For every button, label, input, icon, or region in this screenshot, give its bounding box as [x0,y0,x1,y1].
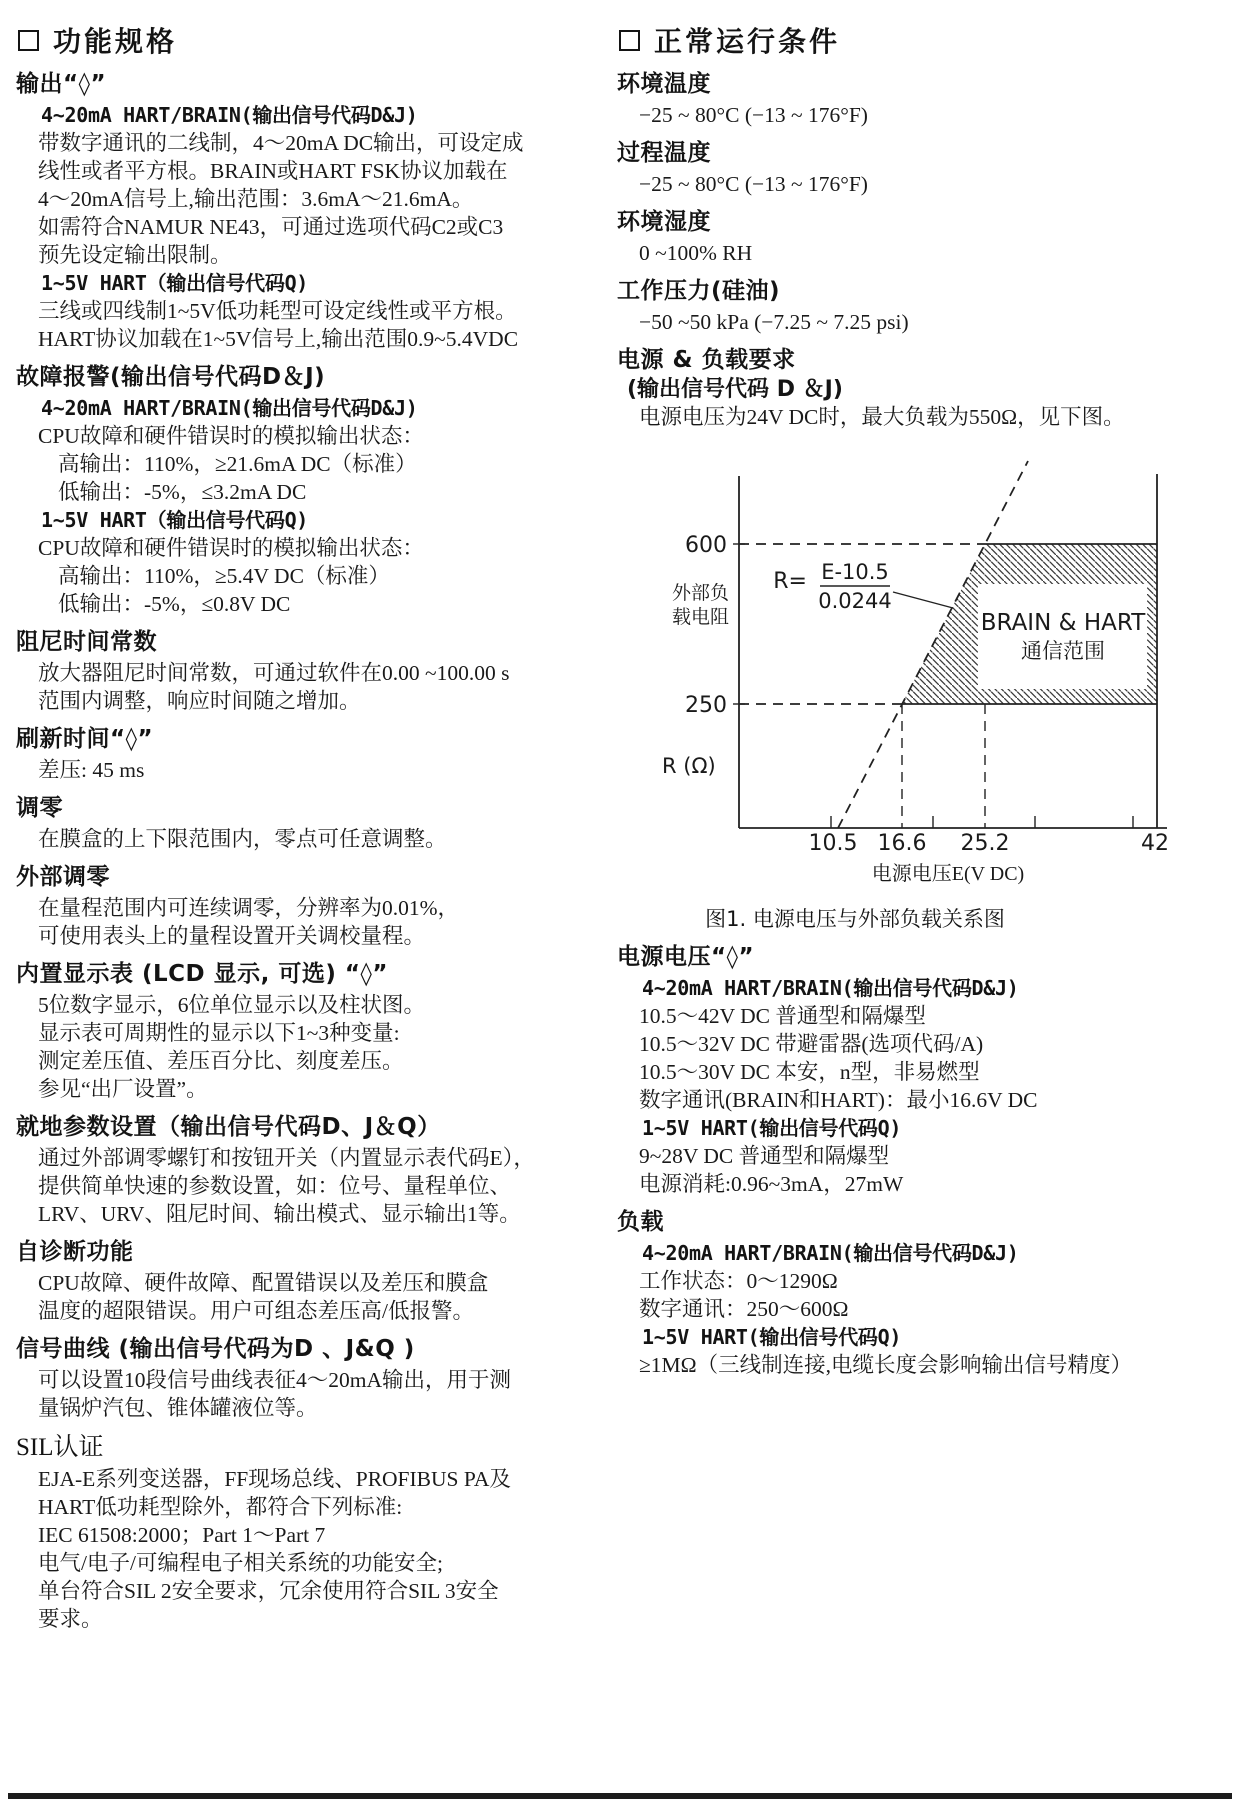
spec-body-line: 4～20mA信号上,输出范围：3.6mA～21.6mA。 [38,187,474,211]
cond-subheading-signal-code: (输出信号代码 D ＆J) [627,377,843,402]
cond-heading-ambient-temp: 环境温度 [617,71,711,97]
formula-pointer-line [893,592,953,608]
spec-body-line: HART低功耗型除外，都符合下列标准: [38,1495,403,1519]
cond-body-line: 电源消耗:0.96~3mA，27mW [639,1172,904,1196]
spec-heading-self-diagnostics: 自诊断功能 [16,1239,134,1265]
right-column [617,14,1232,1379]
cond-heading-power-load: 电源 & 负载要求 [617,347,796,373]
figure-1 [617,451,1232,933]
square-bullet-icon [18,30,39,51]
spec-body-line: 高输出：110%，≥5.4V DC（标准） [58,564,390,588]
y-axis-label-line1: 外部负 [672,583,730,604]
cond-body-line: 9~28V DC 普通型和隔爆型 [639,1144,890,1168]
cond-body-line: 工作状态：0～1290Ω [639,1269,838,1293]
spec-body-line: 带数字通讯的二线制，4～20mA DC输出，可设定成 [38,131,524,155]
cond-body-line: 数字通讯：250～600Ω [639,1297,849,1321]
formula-numerator: E-10.5 [821,560,889,584]
cond-body-line: 10.5～32V DC 带避雷器(选项代码/A) [639,1032,984,1056]
formula-denominator: 0.0244 [818,589,892,613]
cond-heading-working-pressure: 工作压力(硅油) [617,278,781,304]
spec-body-line: 电气/电子/可编程电子相关系统的功能安全; [38,1551,443,1575]
spec-body-line: CPU故障、硬件故障、配置错误以及差压和膜盒 [38,1271,489,1295]
spec-body-line: 可使用表头上的量程设置开关调校量程。 [38,924,426,948]
section-title-functional-specs [18,20,576,60]
spec-body-line: 可以设置10段信号曲线表征4～20mA输出，用于测 [38,1368,512,1392]
cond-subheading: 4~20mA HART/BRAIN(输出信号代码D&J) [642,976,1019,1000]
cond-body-line: 数字通讯(BRAIN和HART)：最小16.6V DC [639,1088,1038,1112]
y-axis-unit: R (Ω) [662,754,716,778]
spec-heading-sil: SIL认证 [16,1434,104,1461]
x-tick-label-25-2: 25.2 [960,831,1010,856]
spec-body-line: LRV、URV、阻尼时间、输出模式、显示输出1等。 [38,1202,521,1226]
spec-heading-zero-adjust: 调零 [16,795,63,821]
spec-body-line: 放大器阻尼时间常数，可通过软件在0.00 ~100.00 s [38,661,510,685]
spec-heading-lcd-display: 内置显示表 (LCD 显示, 可选) “◊” [16,961,389,987]
spec-body-line: CPU故障和硬件错误时的模拟输出状态： [38,536,424,560]
cond-body-line: ≥1MΩ（三线制连接,电缆长度会影响输出信号精度） [639,1353,1133,1377]
spec-body-line: 通过外部调零螺钉和按钮开关（内置显示表代码E）， [38,1146,535,1170]
cond-subheading: 1~5V HART(输出信号代码Q) [642,1116,902,1140]
y-axis-label-line2: 载电阻 [672,607,730,628]
spec-body-line: 低输出：-5%，≤0.8V DC [58,592,291,616]
cond-body-line: −50 ~50 kPa (−7.25 ~ 7.25 psi) [639,310,909,334]
spec-body-line: 线性或者平方根。BRAIN或HART FSK协议加载在 [38,159,508,183]
spec-subheading: 4~20mA HART/BRAIN(输出信号代码D&J) [41,396,418,420]
spec-heading-damping: 阻尼时间常数 [16,629,157,655]
spec-heading-update-time: 刷新时间“◊” [16,726,154,752]
spec-heading-local-params: 就地参数设置（输出信号代码D、J＆Q） [16,1114,441,1140]
section-title-text: 正常运行条件 [654,25,841,58]
spec-heading-signal-curve: 信号曲线 (输出信号代码为D 、J&Q ) [16,1336,415,1362]
spec-heading-external-zero: 外部调零 [16,864,110,890]
x-tick-label-10-5: 10.5 [808,831,858,856]
spec-body-line: 范围内调整，响应时间随之增加。 [38,689,361,713]
spec-body-line: 量锅炉汽包、锥体罐液位等。 [38,1396,318,1420]
spec-heading-failure-alarm: 故障报警(输出信号代码D＆J) [16,364,326,390]
cond-heading-supply-voltage: 电源电压“◊” [617,944,755,970]
spec-subheading: 1~5V HART（输出信号代码Q) [41,271,309,295]
section-title-operating-conditions [619,20,1232,60]
spec-body-line: 提供简单快速的参数设置，如：位号、量程单位、 [38,1174,512,1198]
spec-body-line: 测定差压值、差压百分比、刻度差压。 [38,1049,404,1073]
spec-body-line: 要求。 [38,1607,103,1631]
spec-body-line: 参见“出厂设置”。 [38,1077,208,1101]
cond-body-line: 10.5～42V DC 普通型和隔爆型 [639,1004,926,1028]
y-tick-label-250: 250 [685,693,727,718]
spec-body-line: 5位数字显示，6位单位显示以及柱状图。 [38,993,426,1017]
spec-body-line: HART协议加载在1~5V信号上,输出范围0.9~5.4VDC [38,327,519,351]
spec-subheading: 4~20mA HART/BRAIN(输出信号代码D&J) [41,103,418,127]
left-column [16,14,576,1633]
x-tick-label-42: 42 [1141,831,1169,856]
formula-lhs: R= [773,569,807,594]
x-tick-label-16-6: 16.6 [877,831,927,856]
spec-body-line: CPU故障和硬件错误时的模拟输出状态： [38,424,424,448]
figure-caption: 图1. 电源电压与外部负载关系图 [705,907,1005,931]
spec-body-line: 单台符合SIL 2安全要求，冗余使用符合SIL 3安全 [38,1579,499,1603]
page-bottom-rule [8,1793,1232,1799]
spec-body-line: 在量程范围内可连续调零，分辨率为0.01%， [38,896,460,920]
spec-body-line: 预先设定输出限制。 [38,243,232,267]
comm-region-label-line1: BRAIN & HART [980,610,1146,636]
cond-body-line: −25 ~ 80°C (−13 ~ 176°F) [639,172,868,196]
cond-heading-process-temp: 过程温度 [617,140,711,166]
cond-body-line: −25 ~ 80°C (−13 ~ 176°F) [639,103,868,127]
y-tick-label-600: 600 [685,533,727,558]
spec-body-line: 在膜盒的上下限范围内，零点可任意调整。 [38,827,447,851]
spec-body-line: IEC 61508:2000；Part 1～Part 7 [38,1523,326,1547]
cond-heading-ambient-humidity: 环境湿度 [617,209,711,235]
spec-body-line: 差压: 45 ms [38,758,145,782]
cond-body-line: 0 ~100% RH [639,241,753,265]
cond-body-line: 10.5～30V DC 本安，n型，非易燃型 [639,1060,980,1084]
comm-region-label-box [978,584,1147,689]
spec-body-line: EJA-E系列变送器，FF现场总线、PROFIBUS PA及 [38,1467,511,1491]
square-bullet-icon [619,30,640,51]
cond-body-line: 电源电压为24V DC时，最大负载为550Ω，见下图。 [639,405,1125,429]
spec-body-line: 三线或四线制1~5V低功耗型可设定线性或平方根。 [38,299,517,323]
cond-subheading: 1~5V HART(输出信号代码Q) [642,1325,902,1349]
section-title-text: 功能规格 [53,25,178,58]
spec-body-line: 温度的超限错误。用户可组态差压高/低报警。 [38,1299,474,1323]
cond-subheading: 4~20mA HART/BRAIN(输出信号代码D&J) [642,1241,1019,1265]
spec-subheading: 1~5V HART（输出信号代码Q) [41,508,309,532]
spec-body-line: 高输出：110%，≥21.6mA DC（标准） [58,452,417,476]
cond-heading-load: 负载 [617,1209,664,1235]
spec-body-line: 如需符合NAMUR NE43，可通过选项代码C2或C3 [38,215,504,239]
spec-body-line: 显示表可周期性的显示以下1~3种变量: [38,1021,400,1045]
comm-region-label-line2: 通信范围 [1021,639,1105,663]
spec-body-line: 低输出：-5%，≤3.2mA DC [58,480,307,504]
load-voltage-chart [640,451,1200,891]
spec-heading-output: 输出“◊” [16,71,107,97]
x-axis-label: 电源电压E(V DC) [871,863,1025,885]
